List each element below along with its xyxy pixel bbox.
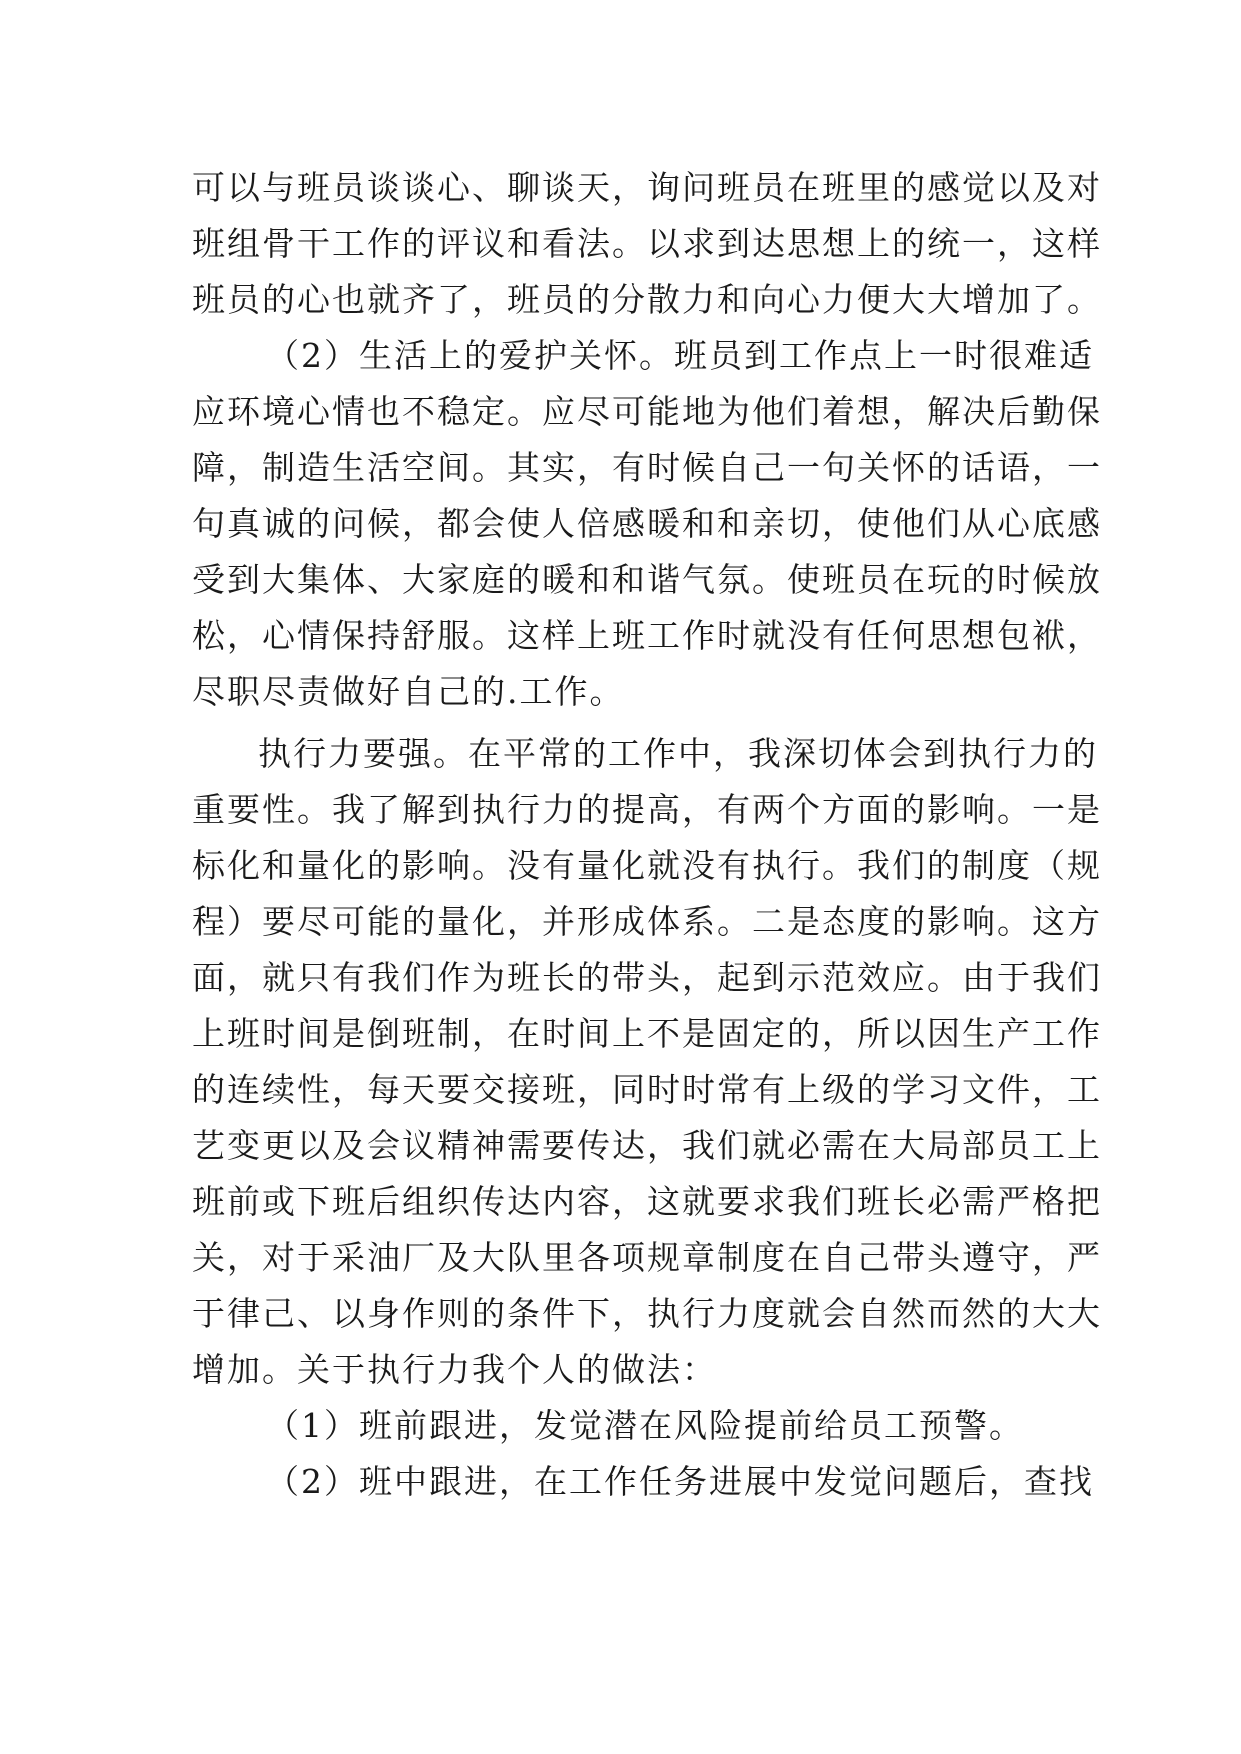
text-line: 受到大集体、大家庭的暖和和谐气氛。使班员在玩的时候放 — [192, 560, 1102, 599]
text-line: 上班时间是倒班制，在时间上不是固定的，所以因生产工作 — [192, 1014, 1102, 1053]
text-line: 程）要尽可能的量化，并形成体系。二是态度的影响。这方 — [192, 902, 1102, 941]
text-line: （2）班中跟进，在工作任务进展中发觉问题后，查找 — [266, 1462, 1094, 1501]
text-line: 松，心情保持舒服。这样上班工作时就没有任何思想包袱， — [192, 616, 1102, 655]
text-line: （2）生活上的爱护关怀。班员到工作点上一时很难适 — [266, 336, 1094, 375]
text-line: 班组骨干工作的评议和看法。以求到达思想上的统一，这样 — [192, 224, 1102, 263]
text-line: 重要性。我了解到执行力的提高，有两个方面的影响。一是 — [192, 790, 1102, 829]
text-line: 班员的心也就齐了，班员的分散力和向心力便大大增加了。 — [192, 280, 1102, 319]
text-line: 应环境心情也不稳定。应尽可能地为他们着想，解决后勤保 — [192, 392, 1102, 431]
text-line: 关，对于采油厂及大队里各项规章制度在自己带头遵守，严 — [192, 1238, 1102, 1277]
text-line: 标化和量化的影响。没有量化就没有执行。我们的制度（规 — [192, 846, 1102, 885]
text-line: 障，制造生活空间。其实，有时候自己一句关怀的话语，一 — [192, 448, 1102, 487]
text-line: 可以与班员谈谈心、聊谈天，询问班员在班里的感觉以及对 — [192, 168, 1102, 207]
text-line: 面，就只有我们作为班长的带头，起到示范效应。由于我们 — [192, 958, 1102, 997]
document-body — [192, 160, 1102, 1510]
text-line: 艺变更以及会议精神需要传达，我们就必需在大局部员工上 — [192, 1126, 1102, 1165]
text-line: 增加。关于执行力我个人的做法： — [192, 1350, 717, 1389]
text-line: 的连续性，每天要交接班，同时时常有上级的学习文件，工 — [192, 1070, 1102, 1109]
text-line: 执行力要强。在平常的工作中，我深切体会到执行力的 — [258, 734, 1098, 773]
text-line: 尽职尽责做好自己的.工作。 — [192, 672, 625, 711]
text-line: 班前或下班后组织传达内容，这就要求我们班长必需严格把 — [192, 1182, 1102, 1221]
text-line: 句真诚的问候，都会使人倍感暖和和亲切，使他们从心底感 — [192, 504, 1102, 543]
text-line: （1）班前跟进，发觉潜在风险提前给员工预警。 — [266, 1406, 1024, 1445]
text-line: 于律己、以身作则的条件下，执行力度就会自然而然的大大 — [192, 1294, 1102, 1333]
